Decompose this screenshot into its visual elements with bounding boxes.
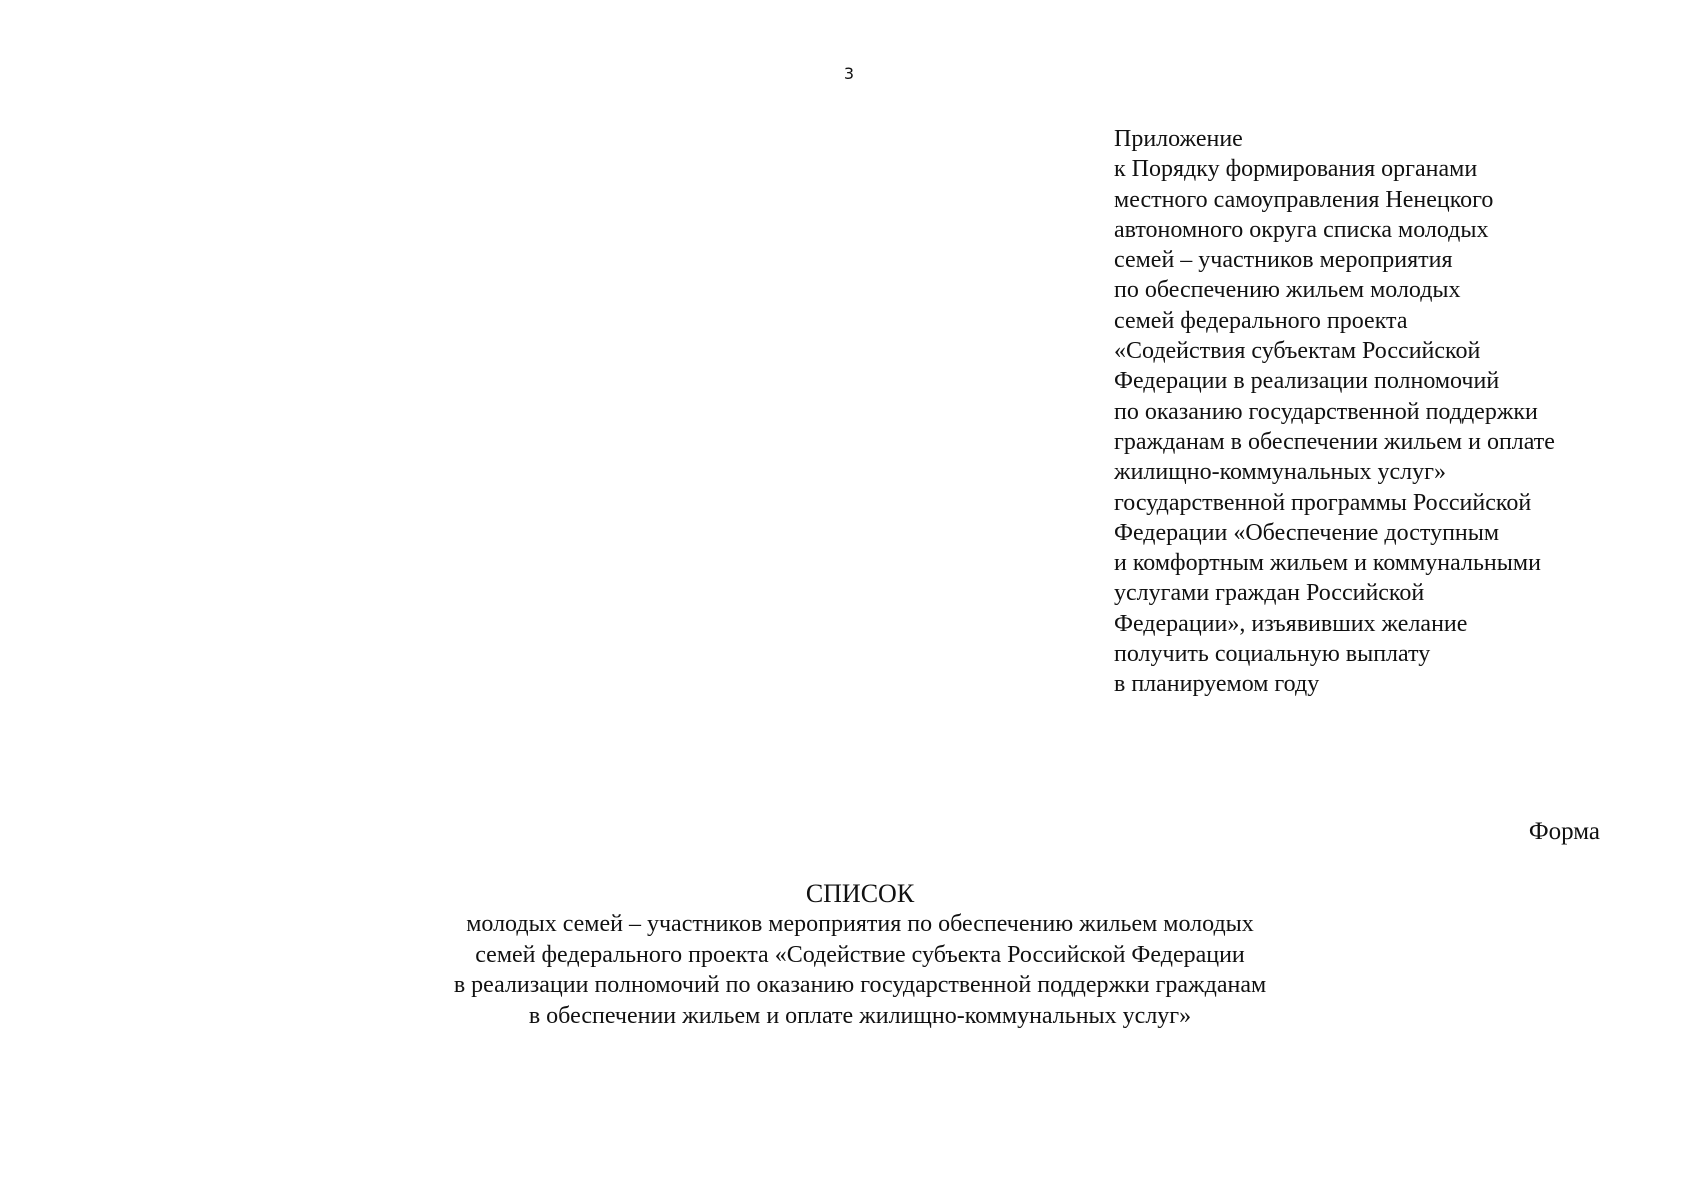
annex-line: местного самоуправления Ненецкого (1114, 186, 1494, 213)
list-subtitle-line: в обеспечении жильем и оплате жилищно-коммунальных услуг» (528, 1002, 1192, 1029)
annex-line: государственной программы Российской (1114, 489, 1532, 516)
annex-line: семей федерального проекта (1114, 307, 1408, 334)
page-number: 3 (843, 64, 855, 83)
annex-line: в планируемом году (1114, 671, 1320, 698)
annex-line: семей – участников мероприятия (1114, 247, 1453, 274)
annex-line: жилищно-коммунальных услуг» (1114, 459, 1446, 486)
annex-line: автономного округа списка молодых (1114, 216, 1489, 243)
annex-line: Приложение (1114, 126, 1243, 152)
form-label: Форма (1528, 818, 1600, 845)
annex-line: по оказанию государственной поддержки (1114, 398, 1538, 425)
annex-line: гражданам в обеспечении жильем и оплате (1114, 428, 1555, 455)
annex-line: к Порядку формирования органами (1114, 156, 1478, 183)
list-title: СПИСОК (805, 879, 915, 908)
annex-line: Федерации «Обеспечение доступным (1114, 519, 1500, 546)
annex-line: «Содействия субъектам Российской (1114, 338, 1481, 365)
list-subtitle-line: в реализации полномочий по оказанию государственной поддержки гражданам (453, 972, 1267, 998)
annex-header (1114, 124, 1674, 700)
annex-line: услугами граждан Российской (1114, 580, 1425, 607)
annex-line: Федерации», изъявивших желание (1114, 610, 1468, 637)
annex-line: и комфортным жильем и коммунальными (1114, 550, 1541, 577)
annex-line: по обеспечению жильем молодых (1114, 277, 1461, 304)
list-subtitle-line: молодых семей – участников мероприятия по обеспечению жильем молодых (466, 911, 1254, 937)
annex-line: Федерации в реализации полномочий (1114, 368, 1500, 395)
list-subtitle-line: семей федерального проекта «Содействие субъекта Российской Федерации (475, 941, 1245, 968)
list-heading (160, 878, 1560, 1031)
annex-line: получить социальную выплату (1114, 641, 1431, 668)
